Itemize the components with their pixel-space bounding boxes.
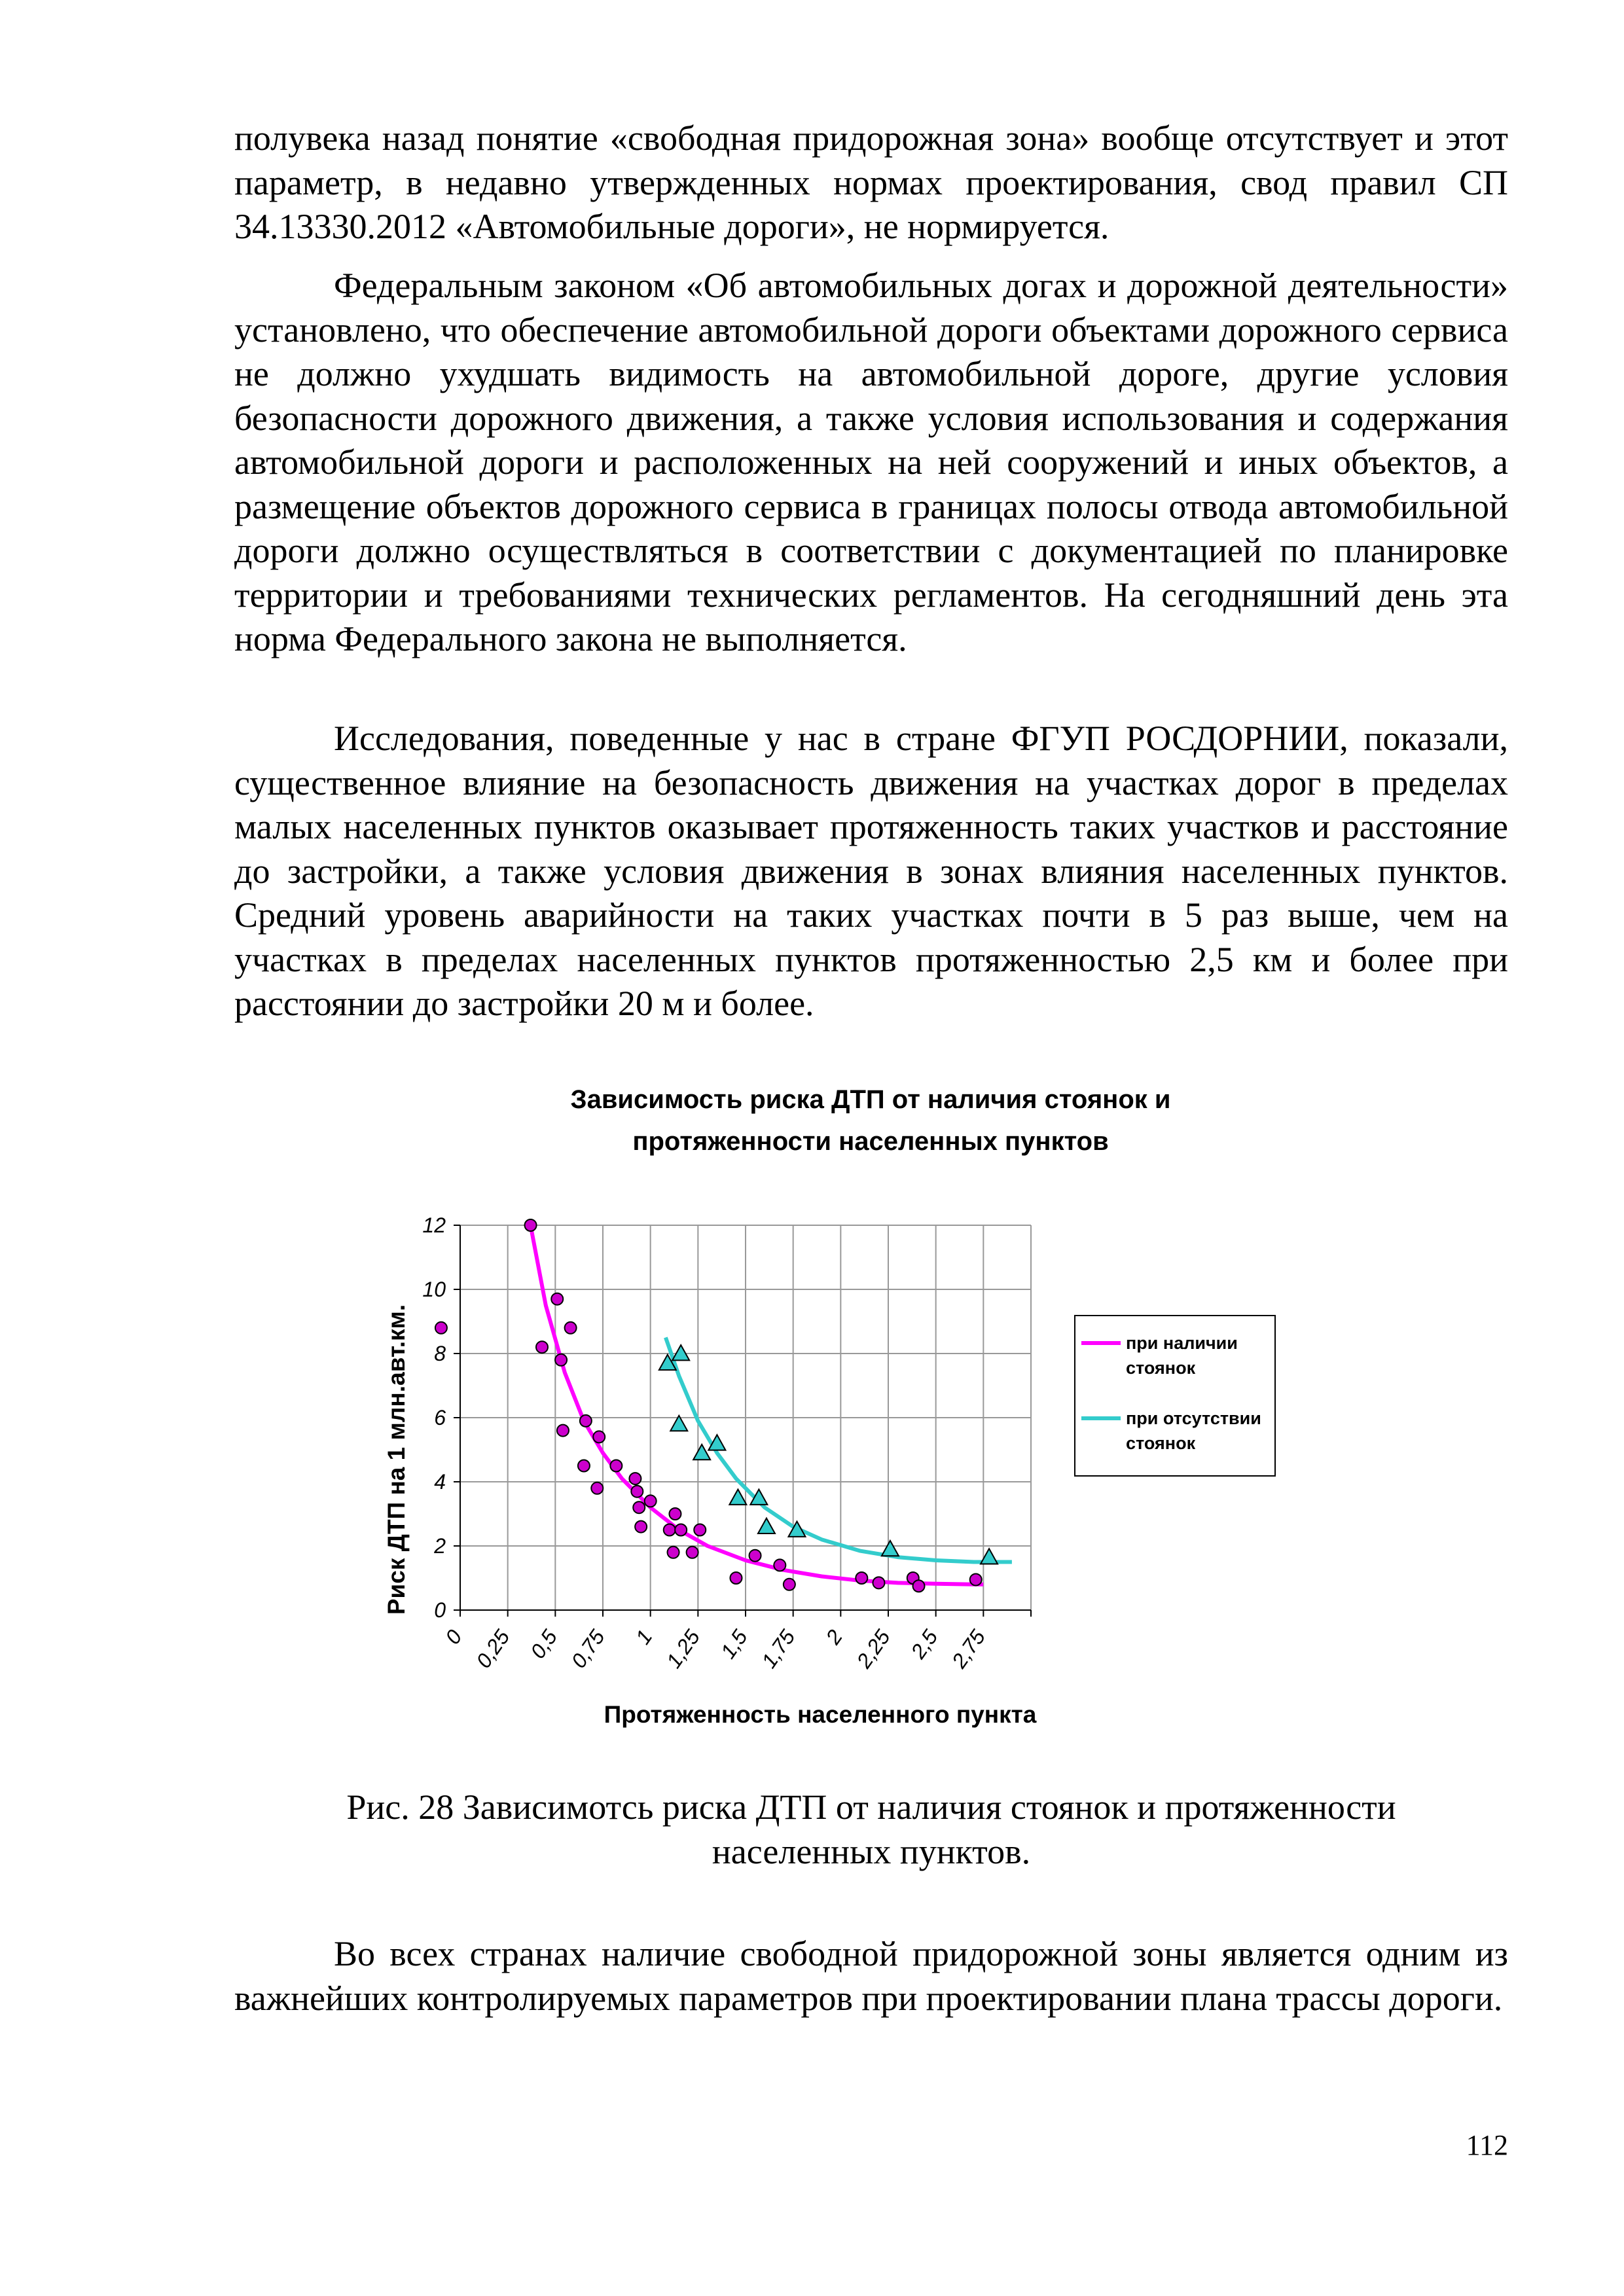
x-axis-label: Протяженность населенного пункта	[604, 1701, 1037, 1728]
x-tick-label: 0,25	[471, 1625, 514, 1673]
chart-data-points	[435, 1219, 998, 1592]
data-point-circle	[970, 1573, 982, 1585]
paragraph-1: полувека назад понятие «свободная придорожная зона» вообще отсутствует и этот параметр, в недавно утвержденных нормах проектирования, свод правил СП 34.13330.2012 «Автомобильные дороги», не нормируется.	[234, 118, 1508, 246]
paragraph-3: Исследования, поведенные у нас в стране ФГУП РОСДОРНИИ, показали, существенное влияние на безопасность движения на участках дорог в пределах малых населенных пунктов оказывает протяженность таких участков и расстояние до застройки, а также условия движения в зонах влияния населенных пунктов. Средний уровень аварийности на таких участках почти в 5 раз выше, чем на участках в пределах населенных пунктов протяженностью 2,5 км и более при расстоянии до застройки 20 м и более.	[234, 719, 1508, 1023]
chart-axes	[422, 1213, 1031, 1673]
y-tick-label: 10	[422, 1278, 446, 1301]
chart-legend	[1075, 1316, 1275, 1476]
data-point-circle	[856, 1572, 867, 1584]
caption-line-1: Рис. 28 Зависимотсь риска ДТП от наличия стоянок и протяженности	[346, 1787, 1396, 1827]
x-tick-label: 2,5	[906, 1625, 943, 1663]
y-axis-label: Риск ДТП на 1 млн.авт.км.	[383, 1304, 410, 1615]
data-point-circle	[774, 1559, 785, 1571]
data-point-circle	[687, 1547, 698, 1558]
data-point-circle	[873, 1577, 884, 1588]
caption-line-2: населенных пунктов.	[712, 1831, 1031, 1871]
data-point-circle	[593, 1431, 605, 1443]
data-point-circle	[610, 1460, 622, 1472]
data-point-circle	[635, 1521, 647, 1533]
page-number: 112	[1466, 2129, 1508, 2161]
x-tick-label: 2,75	[947, 1625, 990, 1673]
chart-title-line-2: протяженности населенных пунктов	[632, 1127, 1109, 1156]
scatter-chart	[367, 1191, 1309, 1754]
legend-label-without-parking: при отсутствии стоянок	[1126, 1408, 1261, 1453]
data-point-circle	[913, 1580, 925, 1592]
legend-label-with-parking: при наличии стоянок	[1126, 1333, 1238, 1378]
y-tick-label: 0	[434, 1598, 446, 1622]
y-tick-label: 6	[434, 1406, 446, 1429]
x-tick-label: 2	[821, 1625, 848, 1649]
data-point-circle	[536, 1341, 548, 1353]
chart-title-line-1: Зависимость риска ДТП от наличия стоянок и	[570, 1085, 1171, 1114]
data-point-circle	[694, 1524, 706, 1536]
paragraph-4: Во всех странах наличие свободной придорожной зоны является одним из важнейших контролируемых параметров при проектировании плана трассы дороги.	[234, 1934, 1508, 2018]
data-point-circle	[675, 1524, 687, 1536]
paragraph-2: Федеральным законом «Об автомобильных догах и дорожной деятельности» установлено, что обеспечение автомобильной дороги объектами дорожного сервиса не должно ухудшать видимость на автомобильной дороге, другие условия безопасности дорожного движения, а также условия использования и содержания автомобильной дороги и расположенных на ней сооружений и иных объектов, а размещение объектов дорожного сервиса в границах полосы отвода автомобильной дороги должно осуществляться в соответствии с документацией по планировке территории и требованиями технических регламентов. На сегодняшний день эта норма Федерального закона не выполняется.	[234, 266, 1508, 658]
y-tick-label: 12	[422, 1213, 446, 1237]
x-tick-label: 0,5	[526, 1625, 562, 1663]
data-point-triangle	[882, 1541, 899, 1556]
x-tick-label: 1,75	[757, 1625, 800, 1673]
data-point-triangle	[729, 1490, 746, 1505]
data-point-circle	[591, 1482, 603, 1494]
data-point-circle	[749, 1550, 761, 1562]
x-tick-label: 0	[441, 1625, 467, 1649]
data-point-circle	[631, 1486, 643, 1498]
data-point-circle	[551, 1293, 563, 1305]
data-point-circle	[669, 1508, 681, 1520]
x-tick-label: 2,25	[852, 1625, 895, 1673]
data-point-circle	[629, 1473, 641, 1484]
figure-caption	[234, 1785, 1508, 1874]
data-point-circle	[730, 1572, 742, 1584]
data-point-circle	[580, 1415, 592, 1427]
data-point-triangle	[758, 1518, 775, 1534]
data-point-triangle	[693, 1444, 710, 1460]
data-point-circle	[435, 1322, 447, 1334]
data-point-circle	[633, 1501, 645, 1513]
trend-line-series-1	[531, 1225, 984, 1585]
chart-title	[327, 1079, 1414, 1162]
data-point-circle	[668, 1547, 679, 1558]
data-point-triangle	[672, 1345, 689, 1360]
data-point-circle	[555, 1354, 567, 1366]
y-tick-label: 8	[434, 1342, 446, 1365]
x-tick-label: 1,25	[661, 1625, 705, 1673]
data-point-circle	[664, 1524, 676, 1536]
y-tick-label: 2	[434, 1534, 446, 1558]
x-tick-label: 1	[630, 1625, 657, 1649]
data-point-circle	[565, 1322, 577, 1334]
data-point-circle	[578, 1460, 590, 1472]
data-point-circle	[557, 1425, 569, 1437]
y-tick-label: 4	[434, 1470, 446, 1494]
x-tick-label: 1,5	[715, 1625, 752, 1663]
chart-grid	[460, 1225, 1031, 1610]
data-point-circle	[784, 1579, 795, 1590]
x-tick-label: 0,75	[566, 1625, 609, 1673]
data-point-circle	[645, 1495, 657, 1507]
data-point-circle	[525, 1219, 537, 1231]
